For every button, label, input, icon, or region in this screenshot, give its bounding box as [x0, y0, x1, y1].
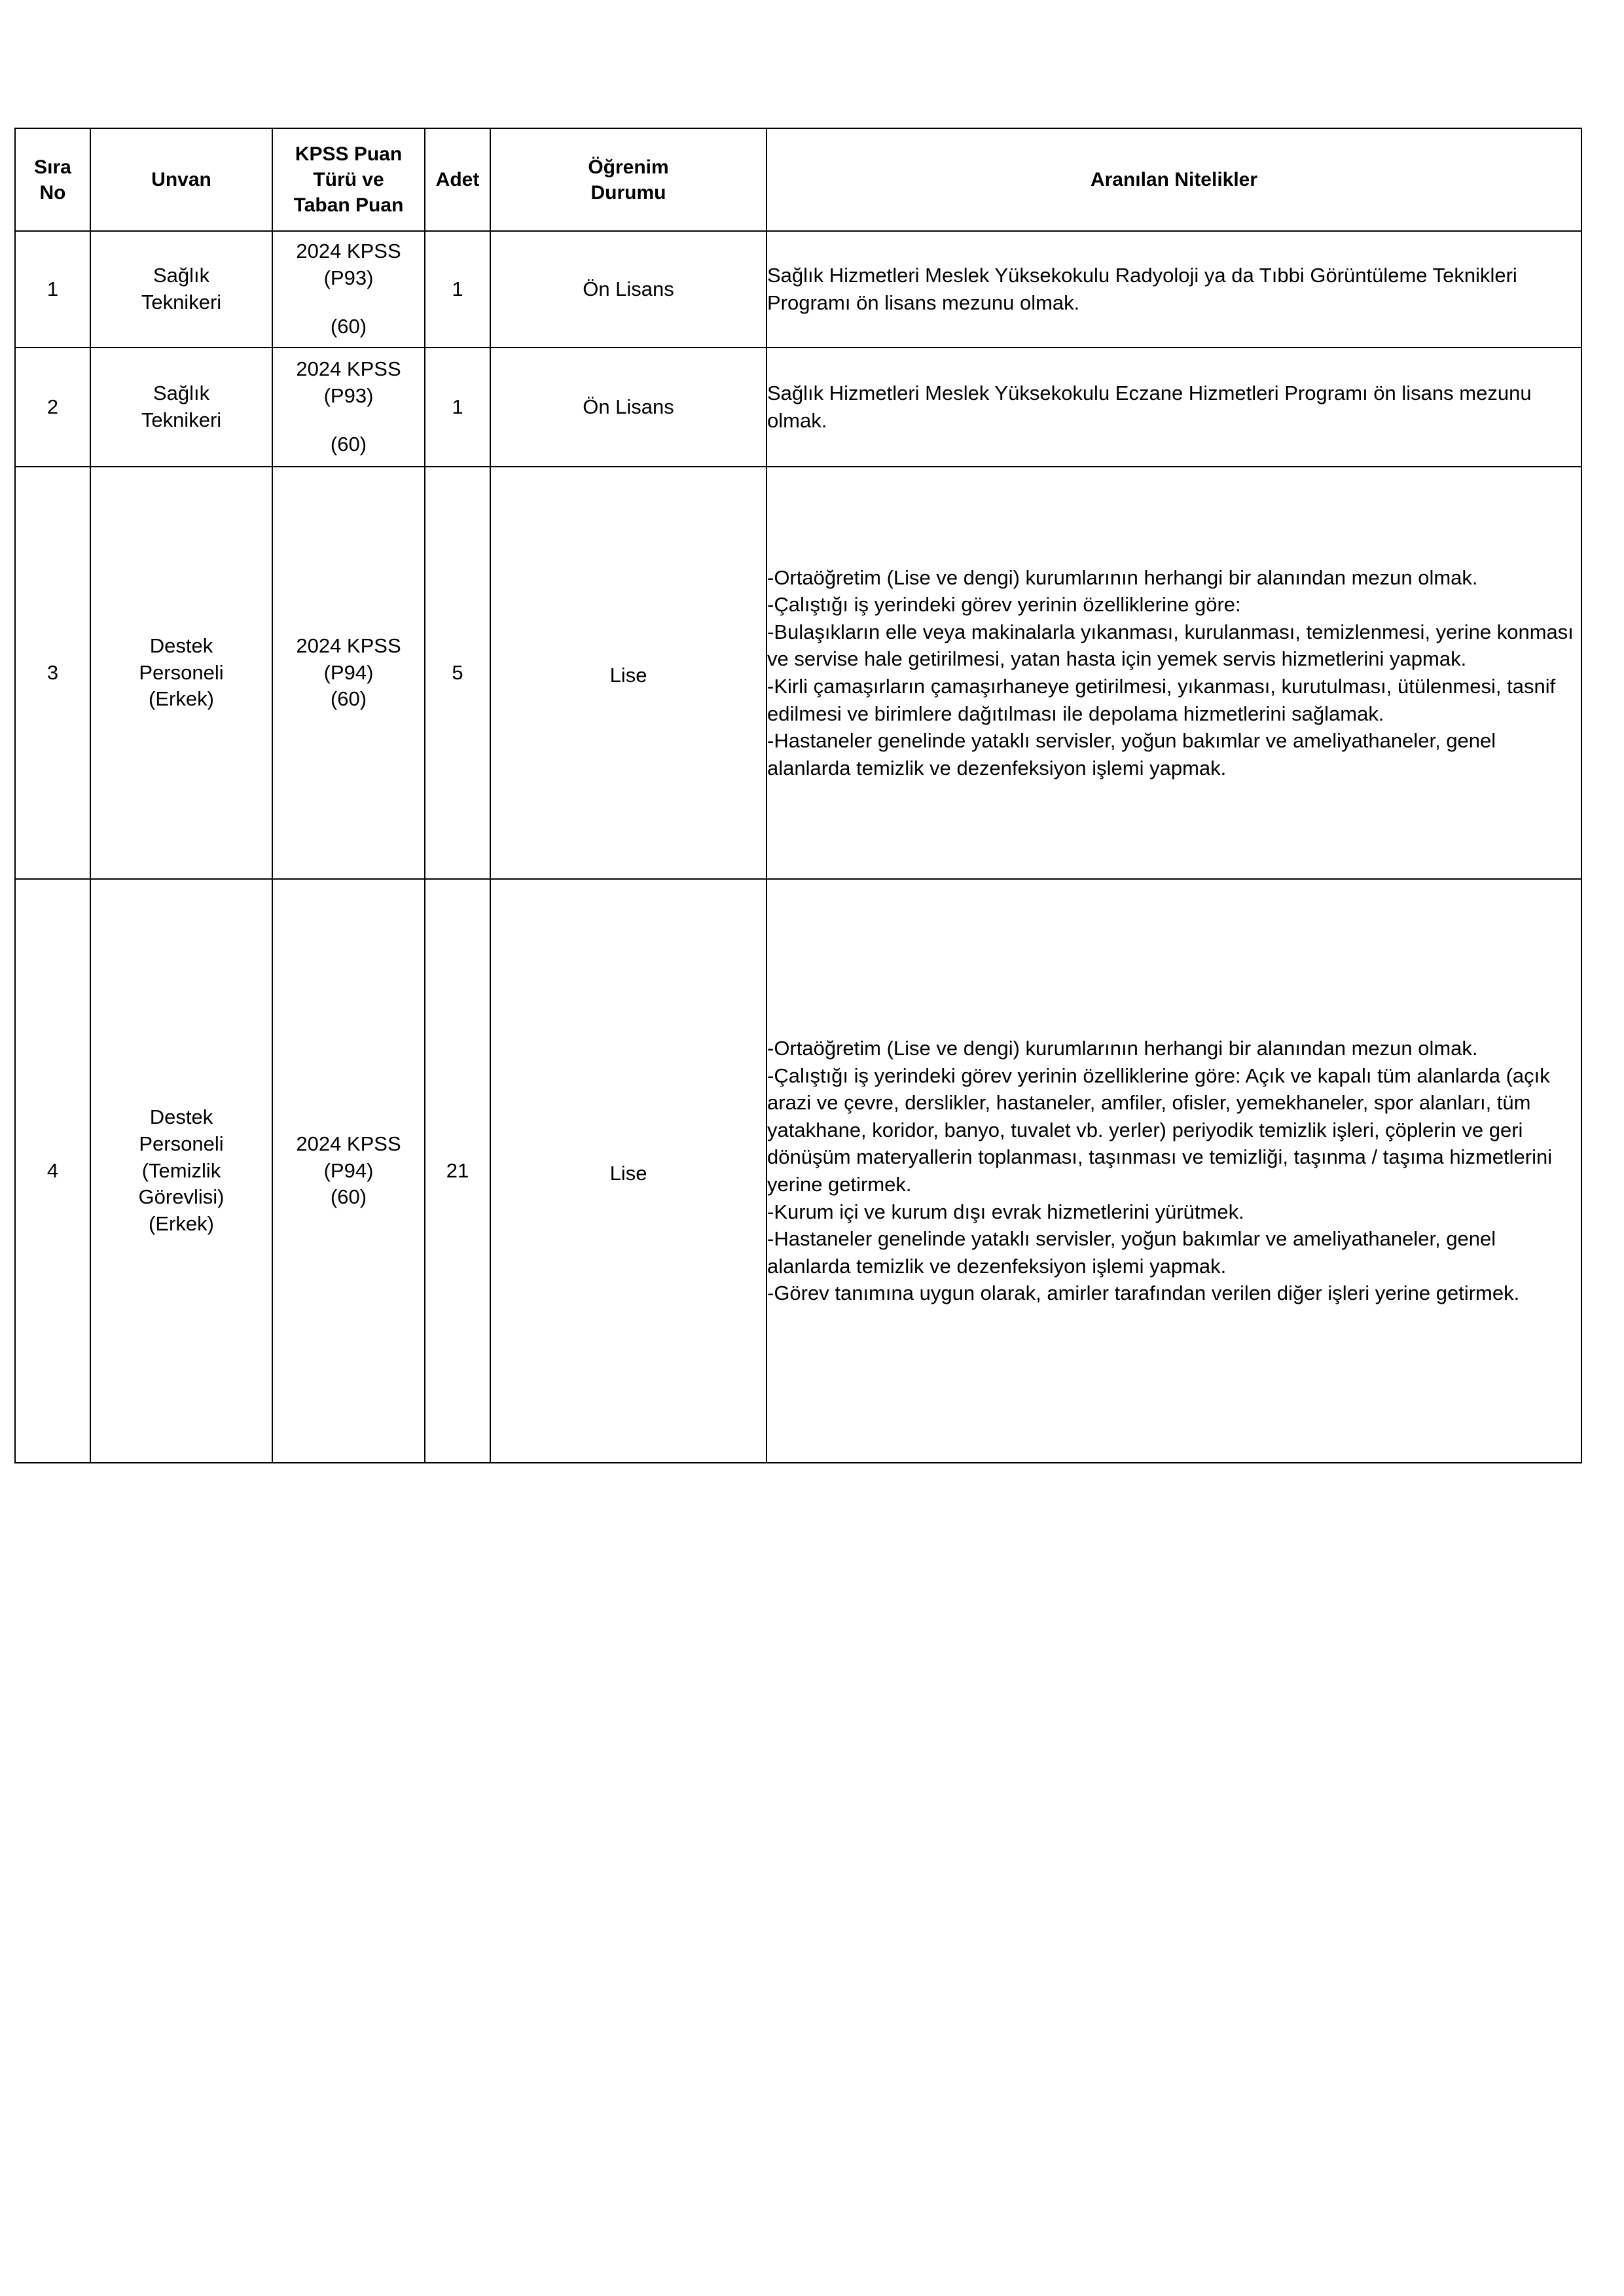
cell-unvan-line-3: (Erkek) [149, 687, 214, 711]
cell-unvan-line-2: Personeli [139, 1132, 224, 1155]
cell-unvan-line-1: Destek [149, 1105, 213, 1128]
cell-kpss [272, 879, 425, 1463]
cell-adet: 1 [425, 231, 490, 348]
cell-unvan-line-3: (Temizlik [141, 1158, 221, 1182]
cell-kpss-base-score: (60) [330, 687, 367, 711]
table-row [15, 231, 1581, 348]
column-header-unvan-line-1: Unvan [151, 169, 211, 190]
cell-unvan [90, 348, 272, 467]
cell-kpss-base-score: (60) [330, 1185, 367, 1209]
column-header-adet [425, 128, 490, 231]
cell-unvan-line-5: (Erkek) [149, 1212, 214, 1236]
cell-adet: 5 [425, 467, 490, 879]
column-header-sira-no-line-2: No [39, 181, 66, 204]
table-row [15, 879, 1581, 1463]
cell-kpss-type: 2024 KPSS (P94) [296, 634, 401, 684]
table-body [15, 231, 1581, 1463]
cell-adet: 1 [425, 348, 490, 467]
table-row [15, 348, 1581, 467]
cell-kpss-base-score: (60) [330, 315, 367, 338]
cell-unvan-line-1: Destek [149, 634, 213, 657]
cell-kpss [272, 348, 425, 467]
cell-unvan-line-2: Personeli [139, 660, 224, 684]
cell-unvan [90, 879, 272, 1463]
cell-nitelikler: -Ortaöğretim (Lise ve dengi) kurumlarının herhangi bir alanından mezun olmak. -Çalıştığı iş yerindeki görev yerinin özelliklerine göre: Açık ve kapalı tüm alanlarda (açık arazi ve çevre, derslikler, hastaneler, amfiler, ofisler, yemekhaneler, spor alanları, tüm yatakhane, koridor, banyo, tuvalet vb. yerler) periyodik temizlik işleri, çöplerin ve geri dönüşüm materyallerin toplanması, taşınması ve temizliği, taşınma / taşıma hizmetlerini yerine getirmek. -Kurum içi ve kurum dışı evrak hizmetlerini yürütmek. -Hastaneler genelinde yataklı servisler, yoğun bakımlar ve ameliyathaneler, genel alanlarda temizlik ve dezenfeksiyon işlemi yapmak. -Görev tanımına uygun olarak, amirler tarafından verilen diğer işleri yerine getirmek. [767, 879, 1581, 1463]
column-header-ogrenim [490, 128, 767, 231]
column-header-ogrenim-line-1: Öğrenim [588, 156, 669, 178]
column-header-kpss-line-1: KPSS Puan Türü ve [295, 143, 403, 190]
column-header-sira-no [15, 128, 90, 231]
column-header-sira-no-line-1: Sıra [34, 156, 71, 178]
cell-nitelikler: Sağlık Hizmetleri Meslek Yüksekokulu Radyoloji ya da Tıbbi Görüntüleme Teknikleri Programı ön lisans mezunu olmak. [767, 231, 1581, 348]
cell-ogrenim: Lise [490, 467, 767, 879]
cell-ogrenim: Ön Lisans [490, 348, 767, 467]
cell-sira-no: 4 [15, 879, 90, 1463]
cell-ogrenim: Ön Lisans [490, 231, 767, 348]
table-row [15, 467, 1581, 879]
cell-kpss [272, 231, 425, 348]
cell-kpss-type: 2024 KPSS (P93) [296, 357, 401, 407]
positions-table [14, 128, 1582, 1463]
cell-unvan-line-2: Teknikeri [141, 408, 222, 431]
cell-kpss-type: 2024 KPSS (P94) [296, 1132, 401, 1182]
cell-ogrenim: Lise [490, 879, 767, 1463]
column-header-kpss [272, 128, 425, 231]
cell-nitelikler: -Ortaöğretim (Lise ve dengi) kurumlarının herhangi bir alanından mezun olmak. -Çalıştığı iş yerindeki görev yerinin özelliklerine göre: -Bulaşıkların elle veya makinalarla yıkanması, kurulanması, temizlenmesi, yerine konması ve servise hale getirilmesi, yatan hasta için yemek servis hizmetlerini yapmak. -Kirli çamaşırların çamaşırhaneye getirilmesi, yıkanması, kurutulması, ütülenmesi, tasnif edilmesi ve birimlere dağıtılması ile depolama hizmetlerini sağlamak. -Hastaneler genelinde yataklı servisler, yoğun bakımlar ve ameliyathaneler, genel alanlarda temizlik ve dezenfeksiyon işlemi yapmak. [767, 467, 1581, 879]
cell-kpss-type: 2024 KPSS (P93) [296, 239, 401, 289]
cell-adet: 21 [425, 879, 490, 1463]
cell-unvan-line-2: Teknikeri [141, 291, 222, 314]
cell-nitelikler: Sağlık Hizmetleri Meslek Yüksekokulu Eczane Hizmetleri Programı ön lisans mezunu olmak. [767, 348, 1581, 467]
cell-unvan [90, 231, 272, 348]
column-header-kpss-line-2: Taban Puan [293, 194, 404, 216]
cell-sira-no: 1 [15, 231, 90, 348]
cell-unvan-line-1: Sağlık [153, 382, 210, 405]
column-header-adet-line-1: Adet [435, 169, 480, 190]
table-header-row [15, 128, 1581, 231]
cell-sira-no: 3 [15, 467, 90, 879]
column-header-nitelikler [767, 128, 1581, 231]
cell-unvan [90, 467, 272, 879]
cell-unvan-line-4: Görevlisi) [138, 1185, 225, 1209]
cell-unvan-line-1: Sağlık [153, 264, 210, 287]
column-header-nitelikler-line-1: Aranılan Nitelikler [1090, 169, 1258, 190]
cell-sira-no: 2 [15, 348, 90, 467]
table-header [15, 128, 1581, 231]
cell-kpss [272, 467, 425, 879]
column-header-unvan [90, 128, 272, 231]
column-header-ogrenim-line-2: Durumu [590, 181, 666, 204]
cell-kpss-base-score: (60) [330, 433, 367, 456]
